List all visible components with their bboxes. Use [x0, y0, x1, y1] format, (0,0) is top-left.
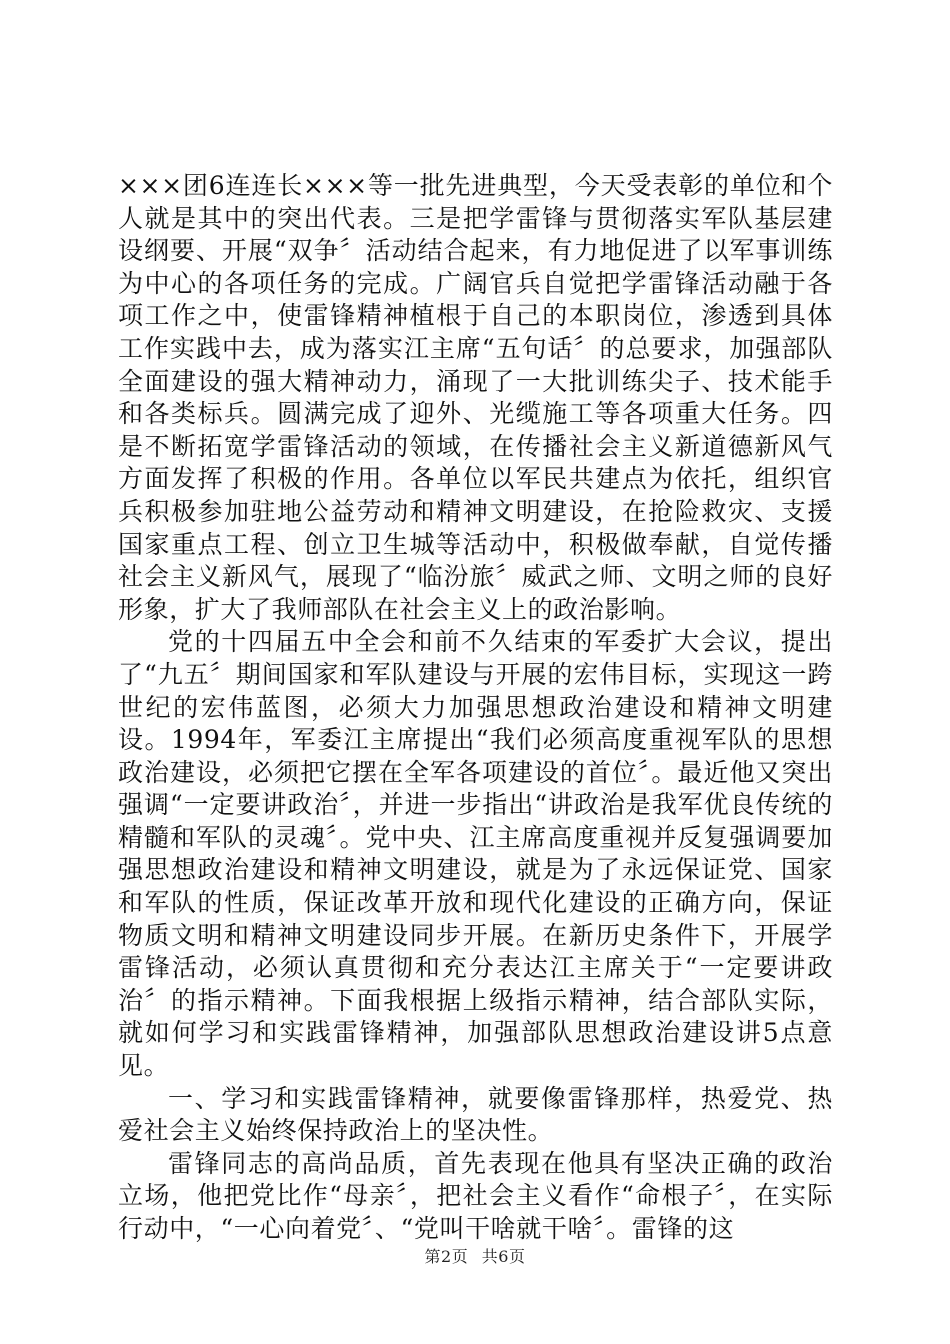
paragraph-continued: ×××团6连连长×××等一批先进典型，今天受表彰的单位和个人就是其中的突出代表。三是把学雷锋与贯彻落实军队基层建设纲要、开展“双争〞活动结合起来，有力地促进了以军事训练为中心的各项任务的完成。广阔官兵自觉把学雷锋活动融于各项工作之中，使雷锋精神植根于自己的本职岗位，渗透到具体工作实践中去，成为落实江主席“五句话〞的总要求，加强部队全面建设的强大精神动力，涌现了一大批训练尖子、技术能手和各类标兵。圆满完成了迎外、光缆施工等各项重大任务。四是不断拓宽学雷锋活动的领域，在传播社会主义新道德新风气方面发挥了积极的作用。各单位以军民共建点为依托，组织官兵积极参加驻地公益劳动和精神文明建设，在抢险救灾、支援国家重点工程、创立卫生城等活动中，积极做奉献，自觉传播社会主义新风气，展现了“临汾旅〞威武之师、文明之师的良好形象，扩大了我师部队在社会主义上的政治影响。 [118, 171, 833, 624]
page-footer [0, 1244, 950, 1267]
paragraph: 雷锋同志的高尚品质，首先表现在他具有坚决正确的政治立场，他把党比作“母亲〞，把社会主义看作“命根子〞，在实际行动中，“一心向着党〞、“党叫干啥就干啥〞。雷锋的这 [118, 1148, 833, 1243]
paragraph: 党的十四届五中全会和前不久结束的军委扩大会议，提出了“九五〞期间国家和军队建设与开展的宏伟目标，实现这一跨世纪的宏伟蓝图，必须大力加强思想政治建设和精神文明建设。1994年，军委江主席提出“我们必须高度重视军队的思想政治建设，必须把它摆在全军各项建设的首位〞。最近他又突出强调“一定要讲政治〞，并进一步指出“讲政治是我军优良传统的精髓和军队的灵魂〞。党中央、江主席高度重视并反复强调要加强思想政治建设和精神文明建设，就是为了永远保证党、国家和军队的性质，保证改革开放和现代化建设的正确方向，保证物质文明和精神文明建设同步开展。在新历史条件下，开展学雷锋活动，必须认真贯彻和充分表达江主席关于“一定要讲政治〞的指示精神。下面我根据上级指示精神，结合部队实际，就如何学习和实践雷锋精神，加强部队思想政治建设讲5点意见。 [118, 627, 833, 1081]
section-heading: 一、学习和实践雷锋精神，就要像雷锋那样，热爱党、热爱社会主义始终保持政治上的坚决性。 [118, 1083, 833, 1146]
page-number: 第2页 [424, 1247, 469, 1266]
document-body [118, 170, 833, 1246]
page-total: 共6页 [481, 1247, 526, 1266]
